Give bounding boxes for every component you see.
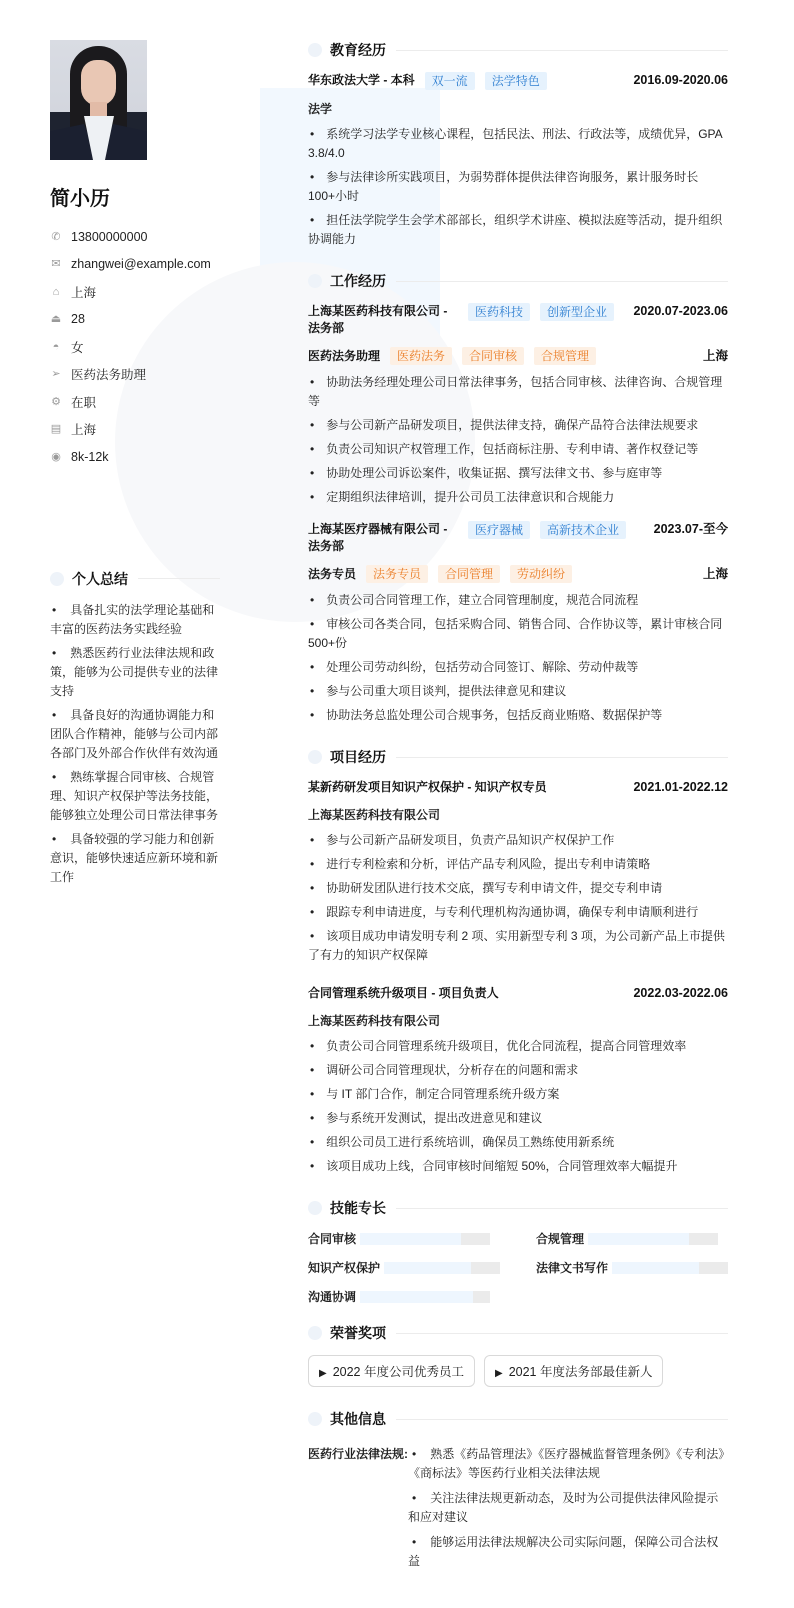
project-company: 上海某医药科技有限公司 bbox=[308, 1014, 441, 1028]
project-bullets bbox=[308, 831, 728, 965]
other-section bbox=[308, 1409, 728, 1577]
divider bbox=[396, 1419, 728, 1420]
other-bullet: • 熟悉《药品管理法》《医疗器械监督管理条例》《专利法》《商标法》等医药行业相关法律法规 bbox=[408, 1445, 728, 1483]
job-bullet: • 协助法务总监处理公司合规事务，包括反商业贿赂、数据保护等 bbox=[308, 706, 728, 725]
company-tag: 高新技术企业 bbox=[540, 521, 626, 539]
job-date: 2020.07-2023.06 bbox=[633, 304, 728, 318]
education-date: 2016.09-2020.06 bbox=[633, 73, 728, 87]
skill-progress-fill bbox=[384, 1262, 471, 1274]
salary-icon: ◉ bbox=[51, 450, 61, 463]
education-bullet: • 系统学习法学专业核心课程，包括民法、刑法、行政法等，成绩优异，GPA 3.8/4.0 bbox=[308, 125, 728, 163]
skill-item bbox=[308, 1259, 500, 1276]
job-bullet: • 负责公司知识产权管理工作，包括商标注册、专利申请、著作权登记等 bbox=[308, 440, 728, 459]
phone-icon: ✆ bbox=[51, 230, 61, 243]
major: 法学 bbox=[308, 102, 333, 116]
job-bullet: • 协助法务经理处理公司日常法律事务，包括合同审核、法律咨询、合规管理等 bbox=[308, 373, 728, 411]
contact-item bbox=[50, 251, 220, 279]
project-bullet: • 负责公司合同管理系统升级项目，优化合同流程，提高合同管理效率 bbox=[308, 1037, 728, 1056]
mail-icon: ✉ bbox=[51, 258, 61, 271]
project-bullet: • 参与公司新产品研发项目，负责产品知识产权保护工作 bbox=[308, 831, 728, 850]
position-tag: 合同管理 bbox=[438, 565, 500, 583]
summary-item: • 具备良好的沟通协调能力和团队合作精神，能够与公司内部各部门及外部合作伙伴有效沟通 bbox=[50, 706, 220, 763]
award-item[interactable] bbox=[484, 1355, 663, 1387]
divider bbox=[396, 50, 728, 51]
job-bullets bbox=[308, 373, 728, 507]
section-title: 其他信息 bbox=[308, 1409, 728, 1429]
position-tag: 合规管理 bbox=[534, 347, 596, 365]
section-dot-icon bbox=[308, 1412, 322, 1426]
skill-progress-fill bbox=[360, 1233, 461, 1245]
project-bullet: • 进行专利检索和分析，评估产品专利风险，提出专利申请策略 bbox=[308, 855, 728, 874]
job-bullet: • 参与公司重大项目谈判，提供法律意见和建议 bbox=[308, 682, 728, 701]
project-date: 2021.01-2022.12 bbox=[633, 780, 728, 794]
candidate-name: 简小历 bbox=[50, 188, 110, 210]
section-dot-icon bbox=[308, 1201, 322, 1215]
job-location: 上海 bbox=[702, 348, 728, 363]
skill-progress-bar bbox=[360, 1291, 490, 1303]
school-name: 华东政法大学 - 本科 bbox=[308, 73, 415, 87]
company-tag: 医疗器械 bbox=[468, 521, 530, 539]
job-date: 2023.07-至今 bbox=[653, 522, 728, 536]
skill-item bbox=[308, 1230, 500, 1247]
skills-section bbox=[308, 1198, 728, 1305]
section-title: 工作经历 bbox=[308, 271, 728, 291]
section-dot-icon bbox=[308, 43, 322, 57]
skill-item bbox=[536, 1259, 728, 1276]
contact-item bbox=[50, 278, 220, 306]
project-company: 上海某医药科技有限公司 bbox=[308, 808, 441, 822]
projects-section bbox=[308, 747, 728, 1176]
project-entry bbox=[308, 779, 728, 965]
job-bullet: • 审核公司各类合同，包括采购合同、销售合同、合作协议等，累计审核合同 500+份 bbox=[308, 615, 728, 653]
section-title: 荣誉奖项 bbox=[308, 1323, 728, 1343]
job-bullets bbox=[308, 591, 728, 725]
project-name: 某新药研发项目知识产权保护 - 知识产权专员 bbox=[308, 780, 547, 794]
project-bullet: • 调研公司合同管理现状，分析存在的问题和需求 bbox=[308, 1061, 728, 1080]
status-icon: ⚙ bbox=[51, 395, 61, 408]
education-section bbox=[308, 40, 728, 249]
gender-icon: ◓ bbox=[52, 340, 60, 353]
school-tag: 双一流 bbox=[425, 72, 475, 90]
contact-value: 医药法务助理 bbox=[71, 368, 147, 383]
contact-info-list bbox=[50, 223, 220, 471]
triangle-right-icon: ▶ bbox=[494, 1368, 503, 1379]
job-entry bbox=[308, 521, 728, 725]
award-label: 2021 年度法务部最佳新人 bbox=[508, 1365, 653, 1379]
contact-item bbox=[50, 306, 220, 334]
contact-item bbox=[50, 223, 220, 251]
other-bullet: • 能够运用法律法规解决公司实际问题，保障公司合法权益 bbox=[408, 1533, 728, 1571]
project-bullet: • 该项目成功上线，合同审核时间缩短 50%，合同管理效率大幅提升 bbox=[308, 1157, 728, 1176]
awards-list bbox=[308, 1355, 728, 1387]
job-bullet: • 定期组织法律培训，提升公司员工法律意识和合规能力 bbox=[308, 488, 728, 507]
summary-item: • 具备较强的学习能力和创新意识，能够快速适应新环境和新工作 bbox=[50, 830, 220, 887]
section-title: 教育经历 bbox=[308, 40, 728, 60]
section-title: 项目经历 bbox=[308, 747, 728, 767]
skill-name: 合规管理 bbox=[536, 1232, 585, 1246]
job-bullet: • 负责公司合同管理工作，建立合同管理制度，规范合同流程 bbox=[308, 591, 728, 610]
section-dot-icon bbox=[308, 750, 322, 764]
project-bullet: • 组织公司员工进行系统培训，确保员工熟练使用新系统 bbox=[308, 1133, 728, 1152]
position-tag: 医药法务 bbox=[390, 347, 452, 365]
position-tag: 合同审核 bbox=[462, 347, 524, 365]
section-title: 个人总结 bbox=[50, 569, 220, 589]
education-bullets bbox=[308, 125, 728, 249]
section-title: 技能专长 bbox=[308, 1198, 728, 1218]
other-bullets bbox=[408, 1445, 728, 1577]
divider bbox=[396, 1208, 728, 1209]
building-icon: ▤ bbox=[50, 423, 62, 436]
project-date: 2022.03-2022.06 bbox=[633, 986, 728, 1000]
summary-item: • 具备扎实的法学理论基础和丰富的医药法务实践经验 bbox=[50, 601, 220, 639]
project-bullet: • 参与系统开发测试，提出改进意见和建议 bbox=[308, 1109, 728, 1128]
job-entry bbox=[308, 303, 728, 507]
summary-item: • 熟悉医药行业法律法规和政策，能够为公司提供专业的法律支持 bbox=[50, 644, 220, 701]
contact-value: 上海 bbox=[71, 285, 97, 300]
position-tag: 法务专员 bbox=[366, 565, 428, 583]
divider bbox=[138, 578, 220, 579]
work-section bbox=[308, 271, 728, 725]
skill-name: 知识产权保护 bbox=[308, 1261, 381, 1275]
skill-progress-fill bbox=[588, 1233, 689, 1245]
contact-item bbox=[50, 416, 220, 444]
contact-value: 8k-12k bbox=[71, 449, 109, 464]
job-bullet: • 参与公司新产品研发项目，提供法律支持，确保产品符合法律法规要求 bbox=[308, 416, 728, 435]
company-tag: 创新型企业 bbox=[540, 303, 614, 321]
summary-item: • 熟练掌握合同审核、合规管理、知识产权保护等法务技能，能够独立处理公司日常法律事务 bbox=[50, 768, 220, 825]
contact-value: 13800000000 bbox=[71, 229, 148, 244]
school-tag: 法学特色 bbox=[485, 72, 547, 90]
skill-progress-fill bbox=[612, 1262, 699, 1274]
contact-value: zhangwei@example.com bbox=[71, 257, 211, 272]
send-icon: ➢ bbox=[51, 368, 61, 381]
age-icon: ⏏ bbox=[50, 313, 62, 326]
company-name: 上海某医疗器械有限公司 - 法务部 bbox=[308, 522, 448, 553]
skills-grid bbox=[308, 1230, 728, 1305]
skill-progress-fill bbox=[360, 1291, 473, 1303]
project-bullet: • 与 IT 部门合作，制定合同管理系统升级方案 bbox=[308, 1085, 728, 1104]
award-label: 2022 年度公司优秀员工 bbox=[332, 1365, 464, 1379]
skill-name: 合同审核 bbox=[308, 1232, 357, 1246]
project-entry bbox=[308, 985, 728, 1176]
company-tag: 医药科技 bbox=[468, 303, 530, 321]
summary-list bbox=[50, 601, 220, 887]
skill-item bbox=[536, 1230, 728, 1247]
skill-progress-bar bbox=[384, 1262, 500, 1274]
divider bbox=[396, 1333, 728, 1334]
contact-value: 女 bbox=[71, 340, 84, 355]
triangle-right-icon: ▶ bbox=[319, 1368, 327, 1379]
project-name: 合同管理系统升级项目 - 项目负责人 bbox=[308, 986, 499, 1000]
education-bullet: • 参与法律诊所实践项目，为弱势群体提供法律咨询服务，累计服务时长 100+小时 bbox=[308, 168, 728, 206]
main-content bbox=[308, 40, 728, 1599]
position-title: 法务专员 bbox=[308, 566, 357, 581]
position-tag: 劳动纠纷 bbox=[510, 565, 572, 583]
skill-progress-bar bbox=[612, 1262, 728, 1274]
section-dot-icon bbox=[50, 572, 64, 586]
sidebar bbox=[50, 40, 220, 1599]
contact-item bbox=[50, 443, 220, 471]
contact-value: 上海 bbox=[71, 423, 97, 438]
contact-item bbox=[50, 361, 220, 389]
project-bullets bbox=[308, 1037, 728, 1176]
other-bullet: • 关注法律法规更新动态，及时为公司提供法律风险提示和应对建议 bbox=[408, 1489, 728, 1527]
skill-name: 沟通协调 bbox=[308, 1290, 357, 1304]
job-location: 上海 bbox=[702, 566, 728, 581]
contact-value: 在职 bbox=[71, 395, 97, 410]
contact-item bbox=[50, 333, 220, 361]
company-name: 上海某医药科技有限公司 - 法务部 bbox=[308, 304, 448, 335]
job-bullet: • 处理公司劳动纠纷，包括劳动合同签订、解除、劳动仲裁等 bbox=[308, 658, 728, 677]
project-bullet: • 跟踪专利申请进度，与专利代理机构沟通协调，确保专利申请顺利进行 bbox=[308, 903, 728, 922]
contact-value: 28 bbox=[71, 312, 85, 327]
skill-item bbox=[308, 1288, 500, 1305]
other-label: 医药行业法律法规: bbox=[308, 1447, 408, 1461]
job-bullet: • 协助处理公司诉讼案件，收集证据、撰写法律文书、参与庭审等 bbox=[308, 464, 728, 483]
skill-progress-bar bbox=[588, 1233, 718, 1245]
divider bbox=[396, 757, 728, 758]
skill-progress-bar bbox=[360, 1233, 490, 1245]
divider bbox=[396, 281, 728, 282]
position-title: 医药法务助理 bbox=[308, 348, 381, 363]
project-bullet: • 该项目成功申请发明专利 2 项、实用新型专利 3 项，为公司新产品上市提供了有力的知识产权保障 bbox=[308, 927, 728, 965]
education-bullet: • 担任法学院学生会学术部部长，组织学术讲座、模拟法庭等活动，提升组织协调能力 bbox=[308, 211, 728, 249]
awards-section bbox=[308, 1323, 728, 1387]
contact-item bbox=[50, 388, 220, 416]
summary-section bbox=[50, 569, 220, 887]
section-dot-icon bbox=[308, 1326, 322, 1340]
section-dot-icon bbox=[308, 274, 322, 288]
avatar-photo bbox=[50, 40, 147, 160]
skill-name: 法律文书写作 bbox=[536, 1261, 609, 1275]
home-icon: ⌂ bbox=[52, 285, 60, 298]
project-bullet: • 协助研发团队进行技术交底，撰写专利申请文件，提交专利申请 bbox=[308, 879, 728, 898]
award-item[interactable] bbox=[308, 1355, 475, 1387]
